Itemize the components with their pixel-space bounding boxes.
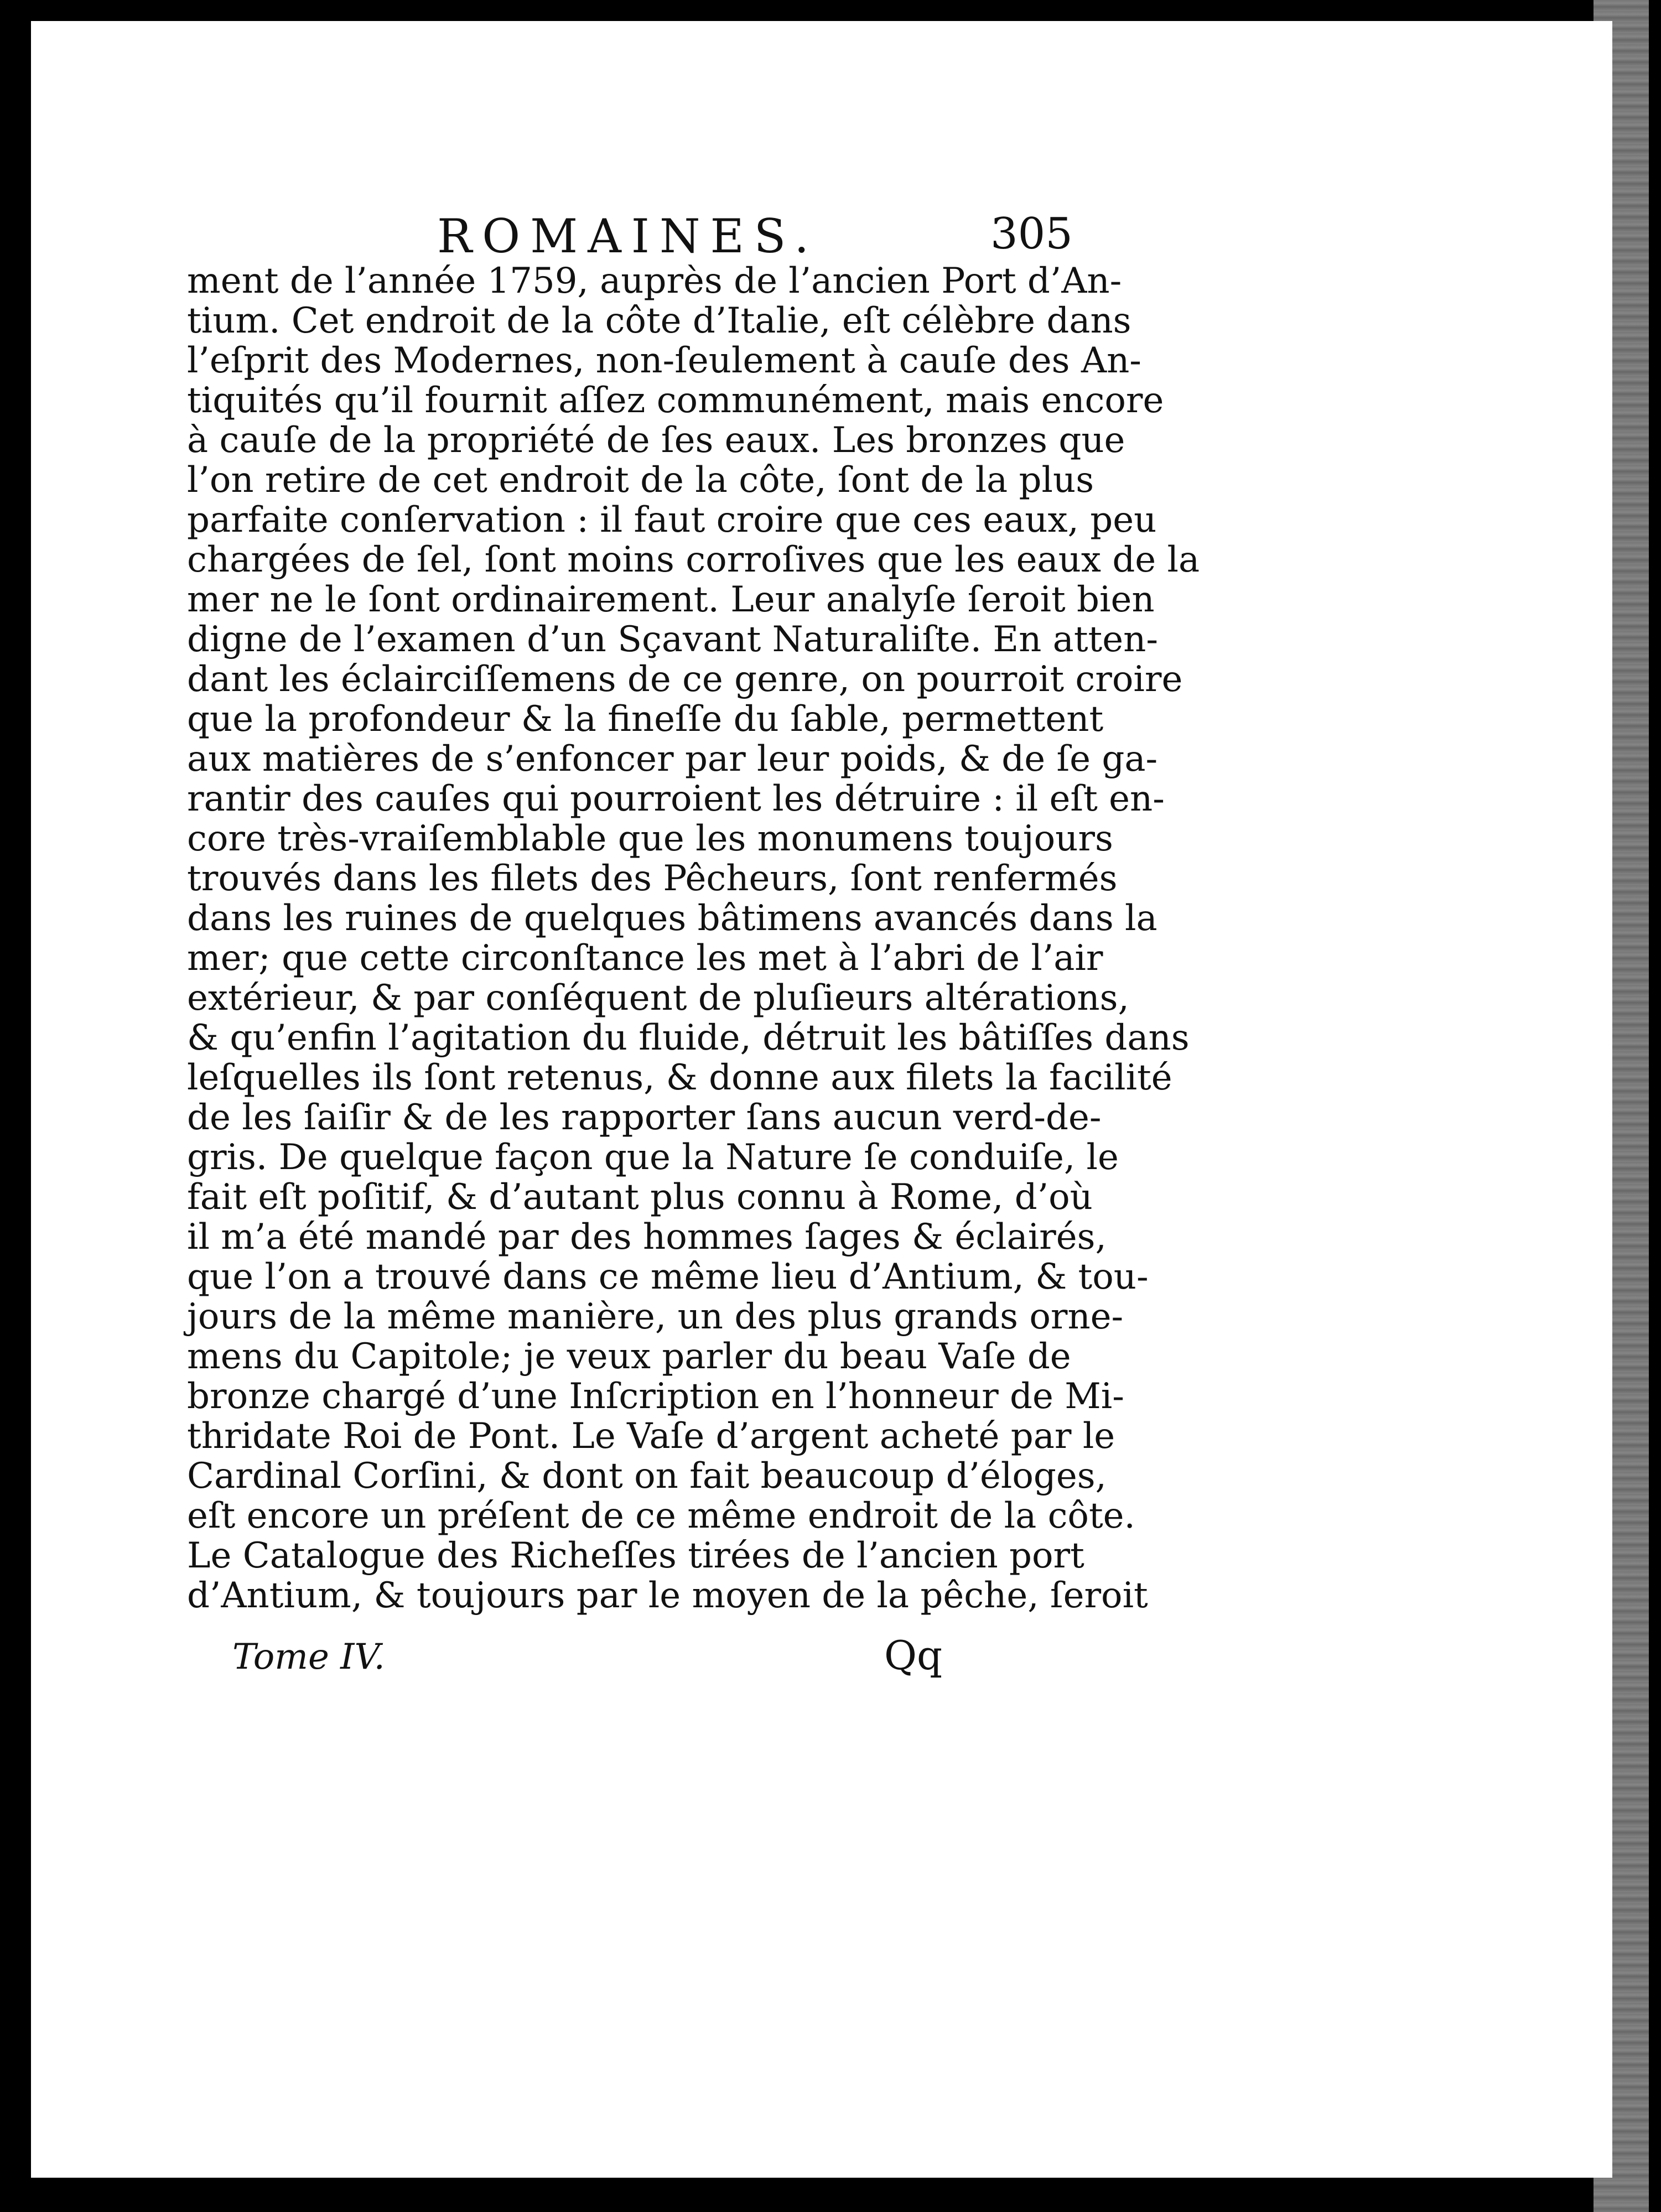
text-line: parfaite conſervation : il faut croire que ces eaux, peu	[187, 500, 1157, 541]
running-head: ROMAINES.	[437, 209, 819, 263]
text-line: thridate Roi de Pont. Le Vaſe d’argent acheté par le	[187, 1416, 1115, 1457]
text-line: trouvés dans les filets des Pêcheurs, ſont renfermés	[187, 858, 1118, 899]
text-line: extérieur, & par conſéquent de pluſieurs altérations,	[187, 978, 1129, 1019]
text-line: que l’on a trouvé dans ce même lieu d’Antium, & tou-	[187, 1256, 1149, 1297]
text-line: dant les éclairciſſemens de ce genre, on pourroit croire	[187, 659, 1183, 700]
text-line: tium. Cet endroit de la côte d’Italie, eſt célèbre dans	[187, 300, 1131, 341]
text-line: chargées de ſel, ſont moins corroſives que les eaux de la	[187, 539, 1200, 580]
text-line: mer; que cette circonſtance les met à l’abri de l’air	[187, 938, 1103, 979]
text-line: jours de la même manière, un des plus grands orne-	[187, 1296, 1124, 1337]
text-line: il m’a été mandé par des hommes ſages & éclairés,	[187, 1217, 1107, 1258]
volume-label: Tome IV.	[232, 1637, 385, 1678]
text-line: core très-vraiſemblable que les monumens toujours	[187, 818, 1113, 859]
text-line: tiquités qu’il fournit aſſez communément, mais encore	[187, 380, 1164, 421]
text-line: l’eſprit des Modernes, non-ſeulement à cauſe des An-	[187, 340, 1141, 381]
text-line: l’on retire de cet endroit de la côte, ſont de la plus	[187, 460, 1094, 501]
text-line: Cardinal Corſini, & dont on fait beaucoup d’éloges,	[187, 1456, 1107, 1497]
text-line: Le Catalogue des Richeſſes tirées de l’ancien port	[187, 1535, 1084, 1576]
text-line: mer ne le ſont ordinairement. Leur analyſe ſeroit bien	[187, 579, 1155, 620]
text-line: digne de l’examen d’un Sçavant Naturaliſte. En atten-	[187, 619, 1158, 660]
text-line: ment de l’année 1759, auprès de l’ancien Port d’An-	[187, 261, 1122, 302]
text-line: leſquelles ils ſont retenus, & donne aux filets la facilité	[187, 1057, 1172, 1098]
signature-mark: Qq	[884, 1632, 943, 1679]
text-line: dans les ruines de quelques bâtimens avancés dans la	[187, 898, 1157, 939]
page-number: 305	[990, 209, 1073, 259]
text-line: aux matières de s’enfoncer par leur poids, & de ſe ga-	[187, 739, 1158, 780]
text-line: & qu’enfin l’agitation du fluide, détruit les bâtiſſes dans	[187, 1017, 1190, 1058]
text-line: à cauſe de la propriété de ſes eaux. Les bronzes que	[187, 420, 1125, 461]
text-line: bronze chargé d’une Inſcription en l’honneur de Mi-	[187, 1376, 1124, 1417]
text-line: de les ſaiſir & de les rapporter ſans aucun verd-de-	[187, 1097, 1102, 1138]
text-line: gris. De quelque façon que la Nature ſe conduiſe, le	[187, 1137, 1119, 1178]
text-line: rantir des cauſes qui pourroient les détruire : il eſt en-	[187, 778, 1165, 819]
text-line: fait eſt poſitif, & d’autant plus connu à Rome, d’où	[187, 1177, 1093, 1218]
body-text	[187, 261, 1200, 1616]
text-line: mens du Capitole; je veux parler du beau Vaſe de	[187, 1336, 1071, 1377]
text-line: que la profondeur & la fineſſe du ſable, permettent	[187, 699, 1104, 740]
text-line: eſt encore un préſent de ce même endroit de la côte.	[187, 1496, 1135, 1536]
text-line: d’Antium, & toujours par le moyen de la pêche, ſeroit	[187, 1575, 1148, 1616]
